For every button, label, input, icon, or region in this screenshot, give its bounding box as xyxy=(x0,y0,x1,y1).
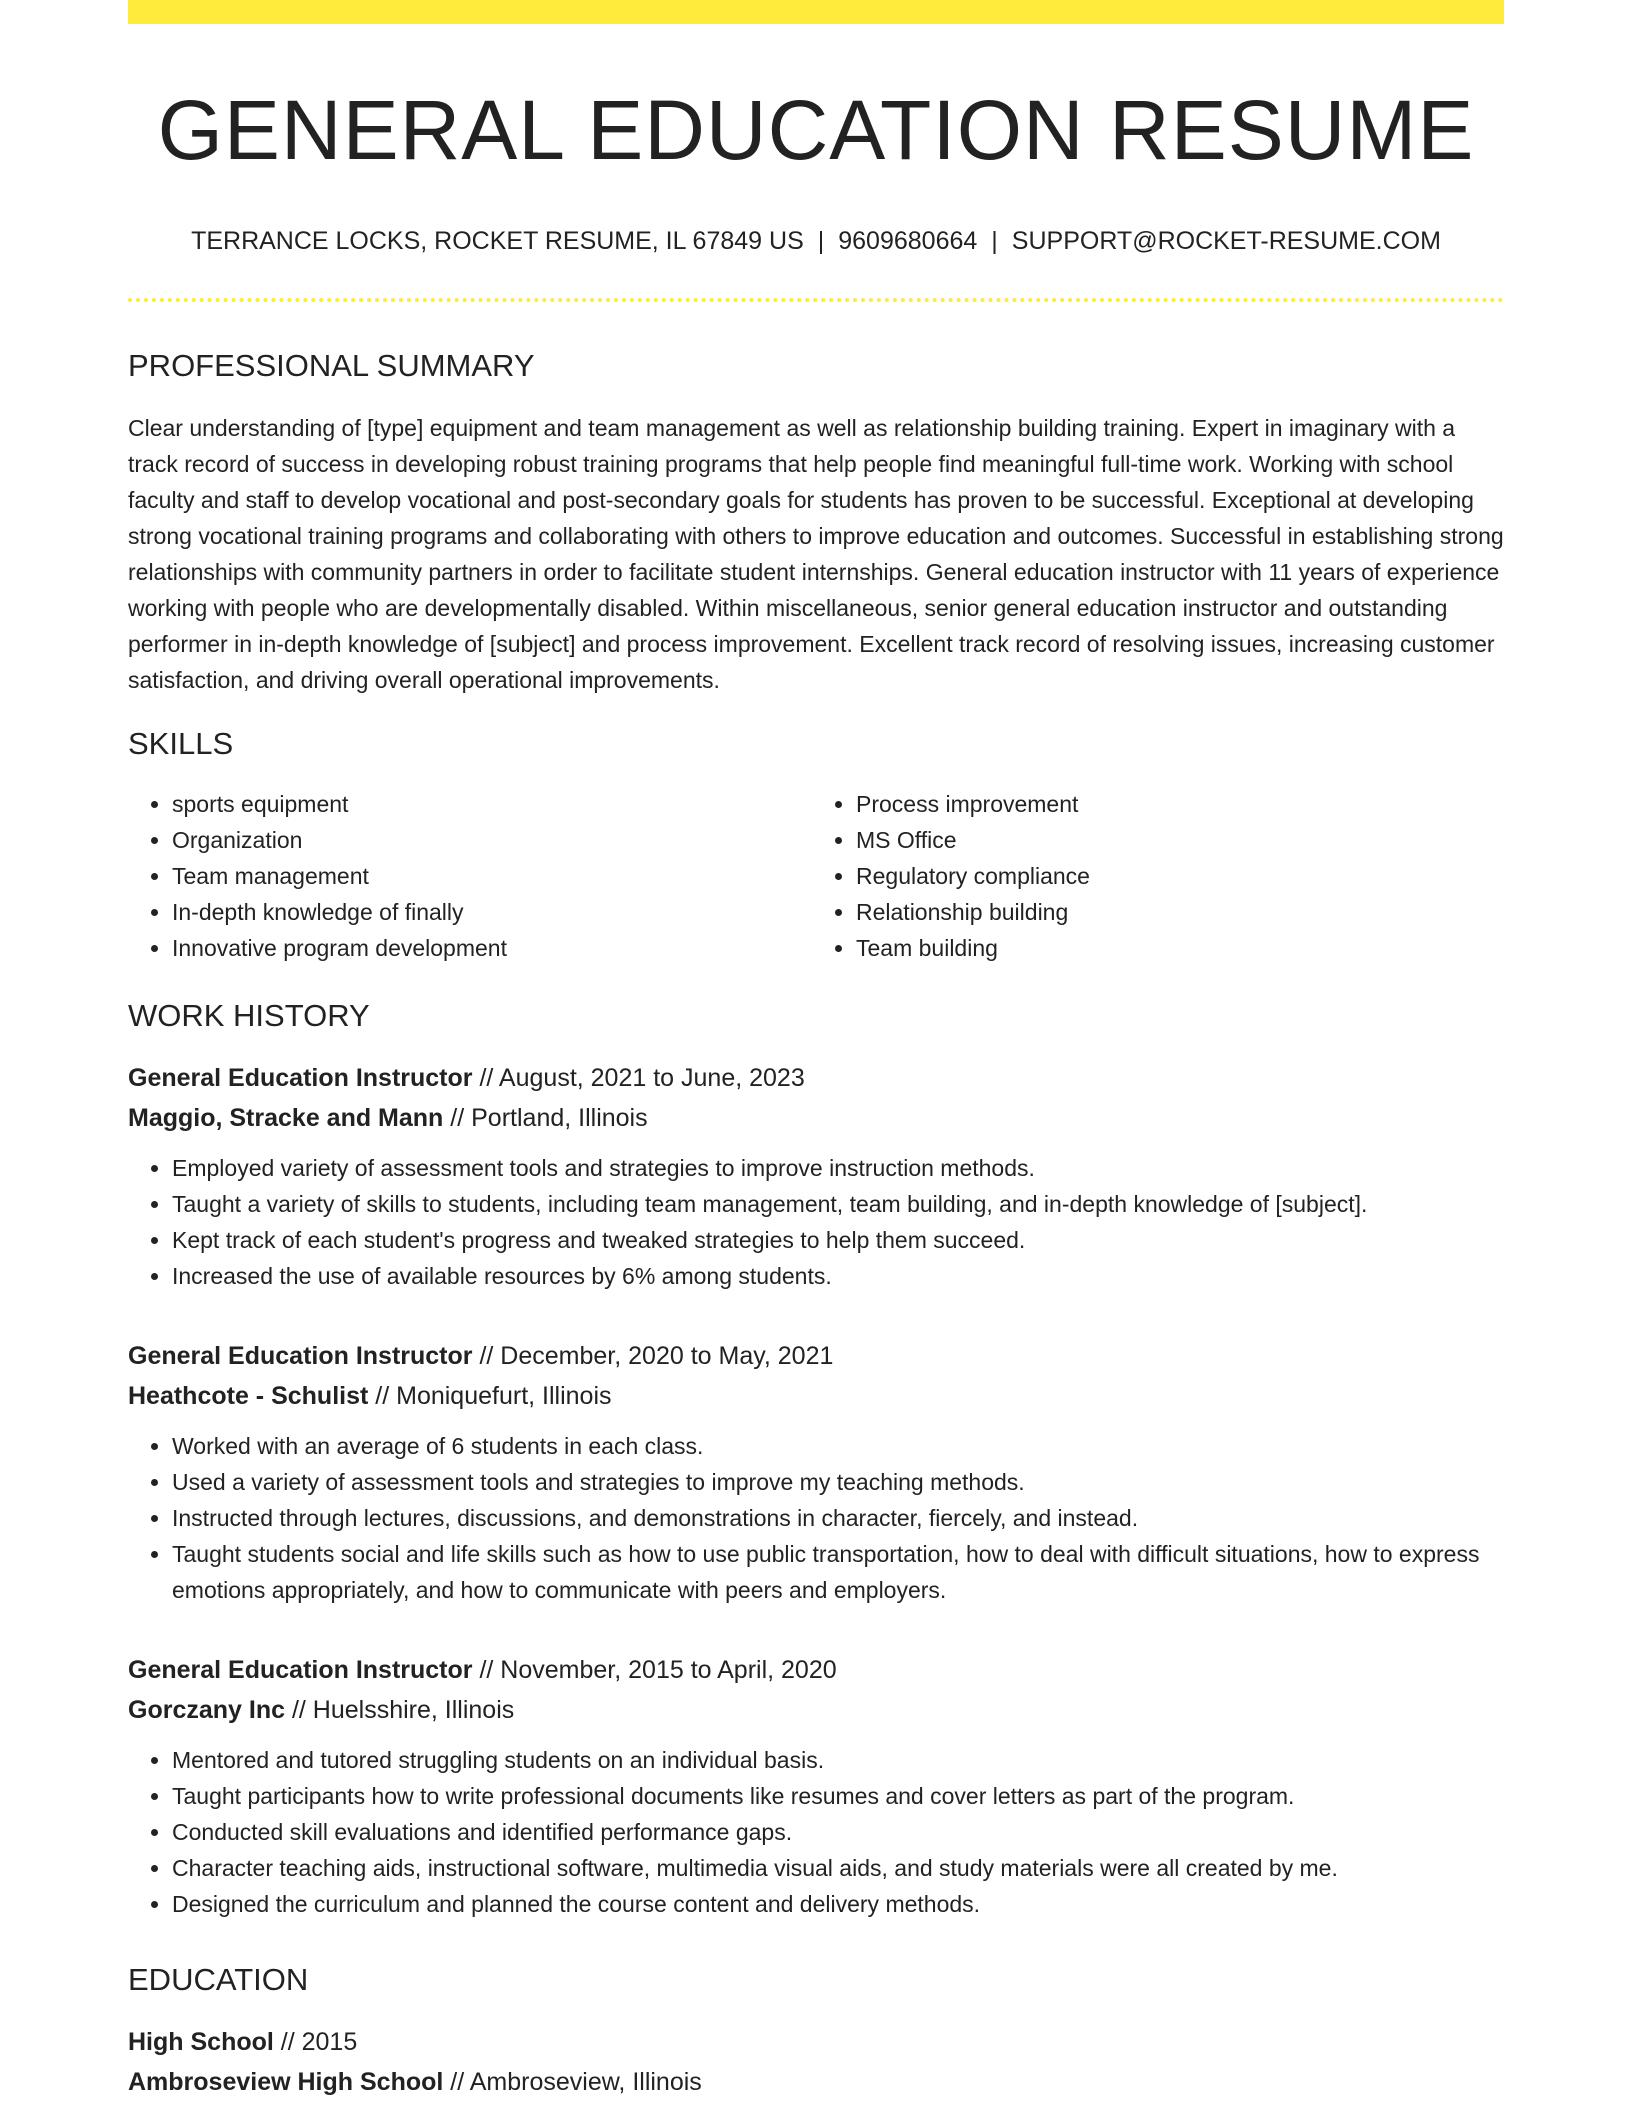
job-location: // Portland, Illinois xyxy=(450,1104,648,1132)
job-company-line xyxy=(128,1376,1504,1416)
job-bullet: • Increased the use of available resources by 6% among students. xyxy=(172,1258,1504,1294)
job-company: Heathcote - Schulist xyxy=(128,1382,369,1410)
contact-separator: | xyxy=(817,227,825,255)
skills-column-left xyxy=(128,786,806,966)
job-bullet: • Designed the curriculum and planned the course content and delivery methods. xyxy=(172,1886,1504,1922)
job-company: Maggio, Stracke and Mann xyxy=(128,1104,444,1132)
job-entry xyxy=(128,1336,1504,1608)
job-title: General Education Instructor xyxy=(128,1064,473,1092)
job-company-line xyxy=(128,1098,1504,1138)
job-bullet: • Used a variety of assessment tools and strategies to improve my teaching methods. xyxy=(172,1464,1504,1500)
education-heading: EDUCATION xyxy=(128,1962,309,1997)
skill-item: • Relationship building xyxy=(856,894,1496,930)
job-title: General Education Instructor xyxy=(128,1342,473,1370)
job-company: Gorczany Inc xyxy=(128,1696,285,1724)
job-bullets xyxy=(128,1150,1504,1294)
resume-content xyxy=(128,0,1504,2102)
job-location: // Moniquefurt, Illinois xyxy=(375,1382,612,1410)
skill-item: • Team management xyxy=(172,858,806,894)
job-bullets xyxy=(128,1428,1504,1608)
job-bullet: • Worked with an average of 6 students in each class. xyxy=(172,1428,1504,1464)
skill-item: • Organization xyxy=(172,822,806,858)
skill-item: • Team building xyxy=(856,930,1496,966)
education-school-line xyxy=(128,2062,1504,2102)
skill-item: • Regulatory compliance xyxy=(856,858,1496,894)
education-degree-line xyxy=(128,2022,1504,2062)
dotted-divider xyxy=(128,298,1504,302)
job-company-line xyxy=(128,1690,1504,1730)
job-bullet: • Taught a variety of skills to students, including team management, team building, and in-depth knowledge of [subject]. xyxy=(172,1186,1504,1222)
skills-column-right xyxy=(806,786,1496,966)
job-dates: // November, 2015 to April, 2020 xyxy=(479,1656,837,1684)
skill-item: • MS Office xyxy=(856,822,1496,858)
contact-separator: | xyxy=(991,227,998,255)
skills-list xyxy=(128,786,1504,966)
contact-phone: 9609680664 xyxy=(838,227,978,255)
education-location: // Ambroseview, Illinois xyxy=(450,2068,702,2096)
skill-item: • Innovative program development xyxy=(172,930,806,966)
job-bullet: • Employed variety of assessment tools and strategies to improve instruction methods. xyxy=(172,1150,1504,1186)
job-bullet: • Mentored and tutored struggling students on an individual basis. xyxy=(172,1742,1504,1778)
skill-item: • In-depth knowledge of finally xyxy=(172,894,806,930)
contact-line xyxy=(128,224,1504,258)
job-dates: // December, 2020 to May, 2021 xyxy=(479,1342,834,1370)
education-entry xyxy=(128,2022,1504,2102)
skill-item: • Process improvement xyxy=(856,786,1496,822)
job-title-line xyxy=(128,1058,1504,1098)
summary-heading: PROFESSIONAL SUMMARY xyxy=(128,348,535,383)
education-school: Ambroseview High School xyxy=(128,2068,444,2096)
job-entry xyxy=(128,1058,1504,1294)
job-title-line xyxy=(128,1650,1504,1690)
work-history-heading: WORK HISTORY xyxy=(128,998,370,1033)
job-entry xyxy=(128,1650,1504,1922)
summary-text: Clear understanding of [type] equipment and team management as well as relationship building training. Expert in imaginary with a track record of success in developing robust training programs that help people find meaningful full-time work. Working with school faculty and staff to develop vocational and post-secondary goals for students has proven to be successful. Exceptional at developing strong vocational training programs and collaborating with others to improve education and outcomes. Successful in establishing strong relationships with community partners in order to facilitate student internships. General education instructor with 11 years of experience working with people who are developmentally disabled. Within miscellaneous, senior general education instructor and outstanding performer in in-depth knowledge of [subject] and process improvement. Excellent track record of resolving issues, increasing customer satisfaction, and driving overall operational improvements. xyxy=(128,415,1504,693)
education-degree: High School xyxy=(128,2028,274,2056)
job-bullet: • Taught participants how to write professional documents like resumes and cover letters as part of the program. xyxy=(172,1778,1504,1814)
skills-heading: SKILLS xyxy=(128,726,234,761)
job-title: General Education Instructor xyxy=(128,1656,473,1684)
resume-title: GENERAL EDUCATION RESUME xyxy=(157,83,1475,177)
job-location: // Huelsshire, Illinois xyxy=(291,1696,515,1724)
job-bullet: • Taught students social and life skills such as how to use public transportation, how to deal with difficult situations, how to express emotions appropriately, and how to communicate with peers and employers. xyxy=(172,1536,1504,1608)
contact-email: SUPPORT@ROCKET-RESUME.COM xyxy=(1011,227,1441,255)
job-bullet: • Instructed through lectures, discussions, and demonstrations in character, fiercely, and instead. xyxy=(172,1500,1504,1536)
job-bullet: • Conducted skill evaluations and identified performance gaps. xyxy=(172,1814,1504,1850)
skill-item: • sports equipment xyxy=(172,786,806,822)
contact-address: TERRANCE LOCKS, ROCKET RESUME, IL 67849 US xyxy=(191,227,804,255)
job-dates: // August, 2021 to June, 2023 xyxy=(479,1064,805,1092)
job-title-line xyxy=(128,1336,1504,1376)
job-bullets xyxy=(128,1742,1504,1922)
job-bullet: • Character teaching aids, instructional software, multimedia visual aids, and study materials were all created by me. xyxy=(172,1850,1504,1886)
job-bullet: • Kept track of each student's progress and tweaked strategies to help them succeed. xyxy=(172,1222,1504,1258)
education-year: // 2015 xyxy=(280,2028,358,2056)
